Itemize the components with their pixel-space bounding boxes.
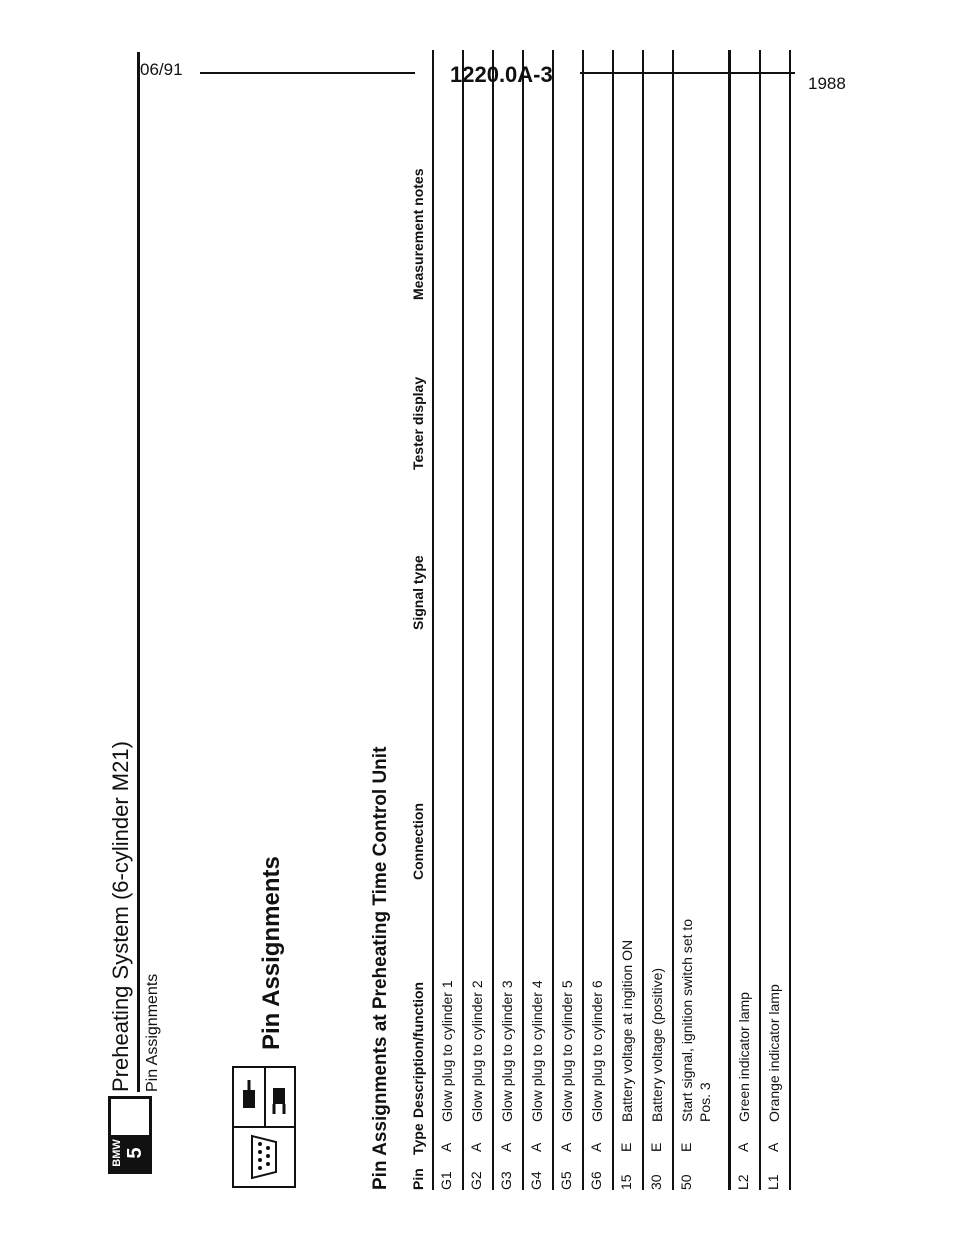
pin-table	[432, 50, 791, 1190]
type-cell: E	[618, 1142, 634, 1152]
col-header-type: Type	[410, 1123, 426, 1155]
header-date: 06/91	[140, 60, 183, 79]
type-cell: A	[558, 1142, 574, 1152]
type-cell: A	[498, 1142, 514, 1152]
pin-cell: G4	[528, 1171, 544, 1190]
type-cell: A	[438, 1142, 454, 1152]
title-rule	[137, 52, 140, 1092]
pin-cell: 50	[678, 1174, 694, 1190]
description-cell: Orange indicator lamp	[766, 984, 782, 1122]
pin-cell: G5	[558, 1171, 574, 1190]
table-row	[759, 50, 791, 1190]
col-header-measurement-notes: Measurement notes	[410, 168, 426, 300]
col-header-pin: Pin	[410, 1168, 426, 1190]
description-cell: Glow plug to cylinder 3	[499, 980, 515, 1122]
col-header-description: Description/function	[410, 981, 426, 1118]
description-cell: Battery voltage (positive)	[649, 967, 665, 1122]
description-cell: Glow plug to cylinder 5	[559, 980, 575, 1122]
pin-cell: 15	[618, 1174, 634, 1190]
table-row	[462, 50, 492, 1190]
table-row	[552, 50, 582, 1190]
system-title: Preheating System (6-cylinder M21)	[108, 741, 133, 1092]
pin-assignments-heading: Pin Assignments	[258, 856, 285, 1050]
col-header-tester-display: Tester display	[410, 376, 426, 470]
description-cell: Green indicator lamp	[736, 992, 752, 1122]
description-cell: Glow plug to cylinder 6	[589, 980, 605, 1122]
table-row	[432, 50, 462, 1190]
header-year: 1988	[808, 74, 846, 93]
connector-plug-icon	[234, 1126, 294, 1186]
description-cell: Glow plug to cylinder 2	[469, 980, 485, 1122]
pin-cell: G3	[498, 1171, 514, 1190]
pin-symbol-icon	[234, 1068, 266, 1126]
blank-box	[111, 1099, 149, 1133]
pin-cell: G6	[588, 1171, 604, 1190]
table-row	[672, 50, 724, 1190]
col-header-signal-type: Signal type	[410, 555, 426, 630]
pin-cell: G1	[438, 1171, 454, 1190]
type-cell: A	[765, 1142, 781, 1152]
rotated-page-body	[0, 30, 900, 1210]
subtitle: Pin Assignments	[144, 973, 161, 1092]
col-header-connection: Connection	[410, 803, 426, 880]
type-cell: E	[648, 1142, 664, 1152]
type-cell: A	[735, 1142, 751, 1152]
table-row	[492, 50, 522, 1190]
description-cell: Glow plug to cylinder 1	[439, 980, 455, 1122]
description-cell: Glow plug to cylinder 4	[529, 980, 545, 1122]
table-row	[728, 50, 759, 1190]
bmw-series-logo	[108, 1096, 152, 1174]
table-row	[522, 50, 552, 1190]
pin-cell: G2	[468, 1171, 484, 1190]
socket-symbol-icon	[265, 1068, 294, 1126]
table-row	[582, 50, 612, 1190]
type-cell: A	[468, 1142, 484, 1152]
table-row	[642, 50, 672, 1190]
type-cell: A	[528, 1142, 544, 1152]
table-row	[612, 50, 642, 1190]
section-heading: Pin Assignments at Preheating Time Control Unit	[370, 746, 391, 1190]
description-cell: Battery voltage at ingition ON	[619, 939, 635, 1122]
description-cell: Start signal, ignition switch set to Pos. 3	[679, 918, 713, 1122]
bmw-badge	[111, 1135, 149, 1171]
pin-cell: 30	[648, 1174, 664, 1190]
type-cell: A	[588, 1142, 604, 1152]
header-code: 1220.0A-3	[450, 62, 553, 87]
type-cell: E	[678, 1142, 694, 1152]
series-number: 5	[124, 1147, 146, 1159]
pin-cell: L2	[735, 1174, 751, 1190]
connector-symbol	[232, 1066, 296, 1188]
pin-cell: L1	[765, 1174, 781, 1190]
bmw-text: BMW	[111, 1139, 123, 1167]
